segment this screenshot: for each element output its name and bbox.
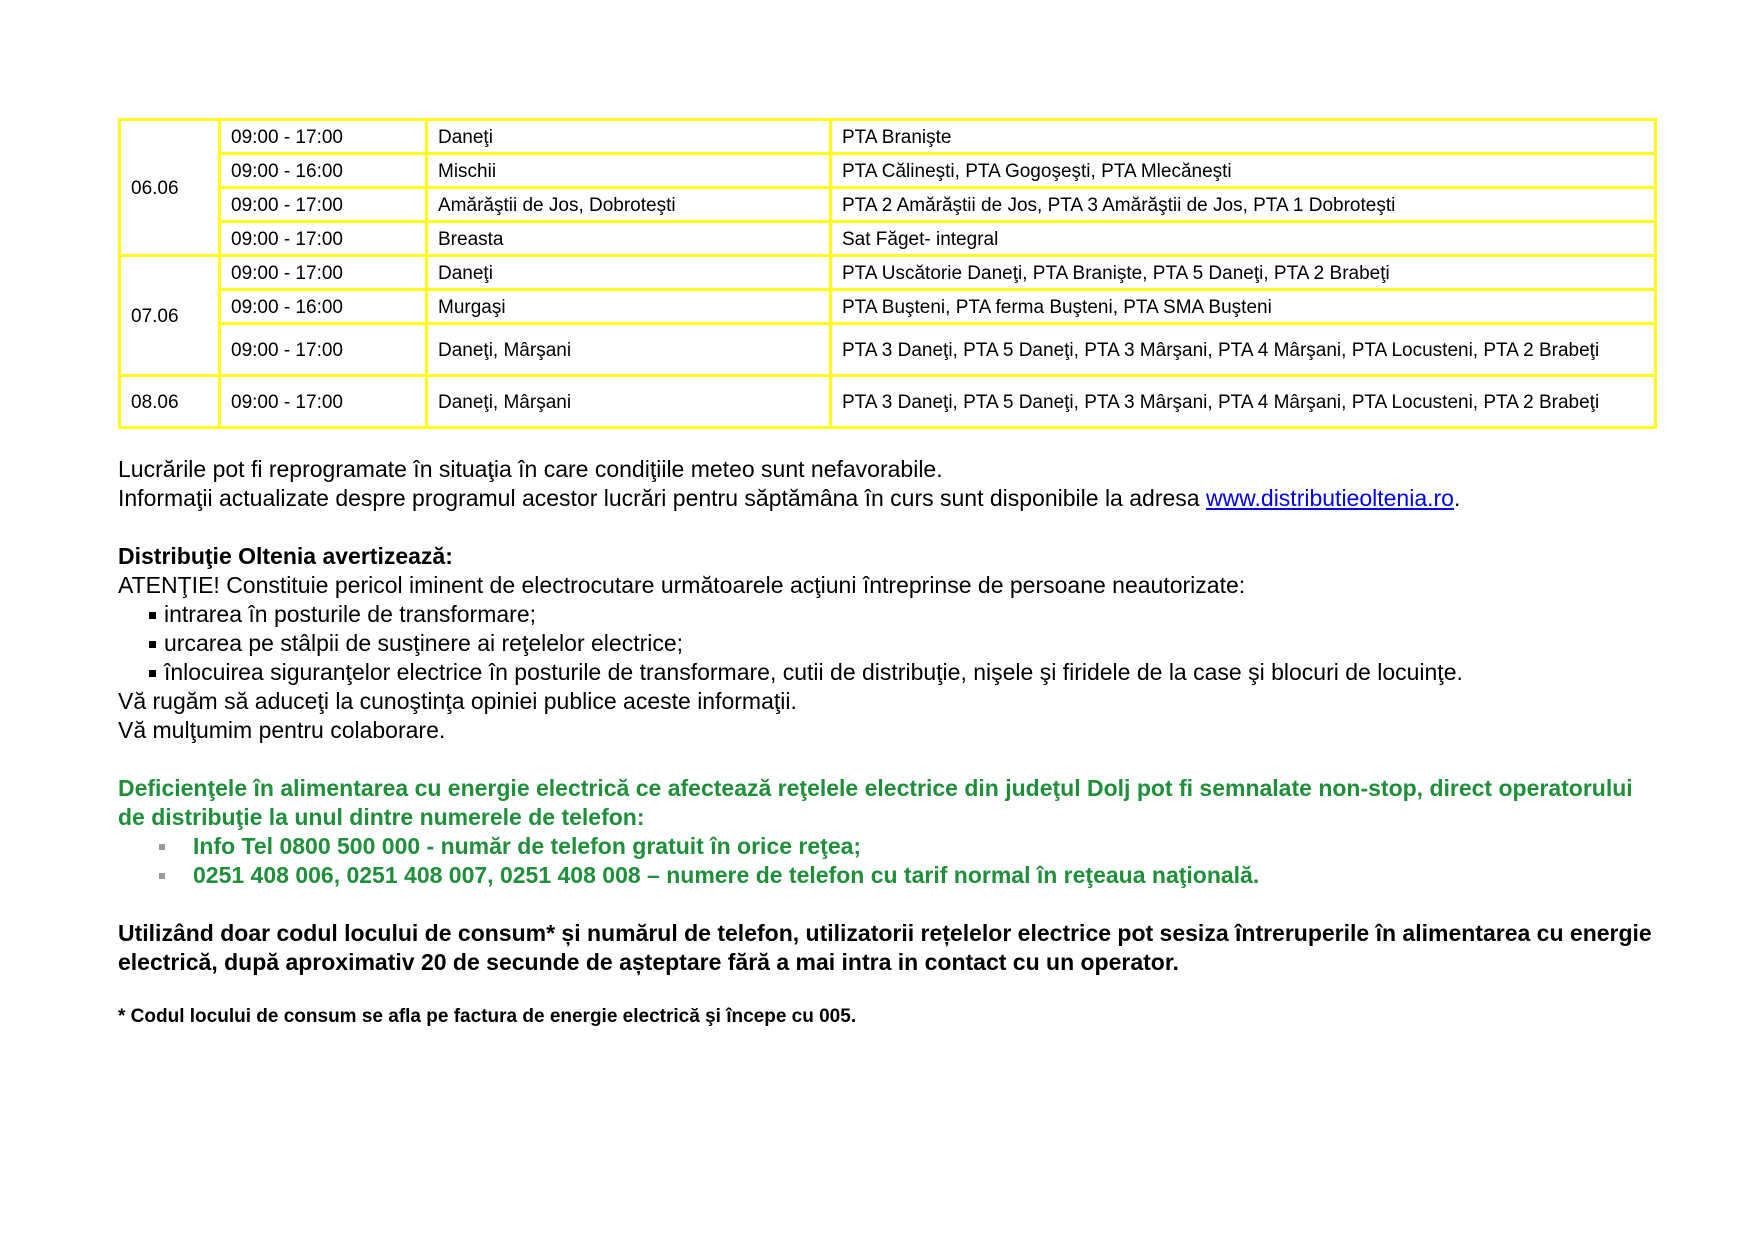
date-cell: 06.06 <box>120 120 220 256</box>
pta-cell: PTA Branişte <box>831 120 1656 154</box>
phone-list <box>118 832 1654 890</box>
locality-cell: Amărăştii de Jos, Dobroteşti <box>427 188 831 222</box>
table-row <box>120 324 1656 376</box>
pta-cell: PTA Buşteni, PTA ferma Buşteni, PTA SMA Buşteni <box>831 290 1656 324</box>
table-row <box>120 188 1656 222</box>
date-cell: 07.06 <box>120 256 220 376</box>
square-bullet-icon <box>149 670 156 677</box>
time-cell: 09:00 - 17:00 <box>220 324 427 376</box>
thanks-text: Vă mulţumim pentru colaborare. <box>118 717 446 743</box>
request-text: Vă rugăm să aduceţi la cunoştinţa opiniei publice aceste informaţii. <box>118 688 797 714</box>
schedule-body <box>120 120 1656 428</box>
square-bullet-icon <box>149 641 156 648</box>
warning-intro: ATENŢIE! Constituie pericol iminent de electrocutare următoarele acţiuni întreprinse de persoane neautorizate: <box>118 572 1246 598</box>
table-row <box>120 120 1656 154</box>
warning-heading: Distribuţie Oltenia avertizează: <box>118 543 453 569</box>
list-item: intrarea în posturile de transformare; <box>118 600 1654 629</box>
document-page <box>118 118 1654 1029</box>
reschedule-note: Lucrările pot fi reprogramate în situaţia în care condiţiile meteo sunt nefavorabile. <box>118 456 943 482</box>
info-note-end: . <box>1453 485 1461 511</box>
warning-section <box>118 542 1654 745</box>
self-report-text: Utilizând doar codul locului de consum* și numărul de telefon, utilizatorii rețelelor electrice pot sesiza întreruperile în alimentarea cu energie electrică, după aproximativ 20 de secunde de așteptare fără a mai intra in contact cu un operator. <box>118 920 1652 975</box>
list-item: înlocuirea siguranţelor electrice în posturile de transformare, cutii de distribuţie, nişele şi firidele de la case şi blocuri de locuinţe. <box>118 658 1654 687</box>
outage-schedule-table <box>118 118 1657 429</box>
locality-cell: Daneţi, Mârşani <box>427 324 831 376</box>
footnote: * Codul locului de consum se afla pe factura de energie electrică şi începe cu 005. <box>118 1006 857 1027</box>
table-row <box>120 154 1656 188</box>
time-cell: 09:00 - 17:00 <box>220 120 427 154</box>
table-row <box>120 376 1656 428</box>
contact-intro: Deficienţele în alimentarea cu energie electrică ce afectează reţelele electrice din judeţul Dolj pot fi semnalate non-stop, direct operatorului de distribuţie la unul dintre numerele de telefon: <box>118 775 1633 830</box>
pta-cell: PTA 3 Daneţi, PTA 5 Daneţi, PTA 3 Mârşani, PTA 4 Mârşani, PTA Locusteni, PTA 2 Brabeţi <box>831 376 1656 428</box>
pta-cell: Sat Făget- integral <box>831 222 1656 256</box>
contact-section <box>118 774 1654 890</box>
square-bullet-icon <box>159 873 165 879</box>
time-cell: 09:00 - 17:00 <box>220 256 427 290</box>
table-row <box>120 290 1656 324</box>
locality-cell: Mischii <box>427 154 831 188</box>
pta-cell: PTA Uscătorie Daneţi, PTA Branişte, PTA 5 Daneţi, PTA 2 Brabeţi <box>831 256 1656 290</box>
locality-cell: Murgaşi <box>427 290 831 324</box>
list-item: urcarea pe stâlpii de susţinere ai reţelelor electrice; <box>118 629 1654 658</box>
locality-cell: Daneţi, Mârşani <box>427 376 831 428</box>
time-cell: 09:00 - 16:00 <box>220 290 427 324</box>
table-row <box>120 222 1656 256</box>
locality-cell: Breasta <box>427 222 831 256</box>
locality-cell: Daneţi <box>427 120 831 154</box>
time-cell: 09:00 - 16:00 <box>220 154 427 188</box>
info-note-text: Informaţii actualizate despre programul acestor lucrări pentru săptămâna în curs sunt disponibile la adresa <box>118 485 1206 511</box>
time-cell: 09:00 - 17:00 <box>220 188 427 222</box>
website-link[interactable]: www.distributieoltenia.ro <box>1205 485 1454 511</box>
date-cell: 08.06 <box>120 376 220 428</box>
square-bullet-icon <box>159 844 165 850</box>
list-item: 0251 408 006, 0251 408 007, 0251 408 008 – numere de telefon cu tarif normal în reţeaua naţională. <box>118 861 1654 890</box>
pta-cell: PTA 3 Daneţi, PTA 5 Daneţi, PTA 3 Mârşani, PTA 4 Mârşani, PTA Locusteni, PTA 2 Brabeţi <box>831 324 1656 376</box>
table-row <box>120 256 1656 290</box>
locality-cell: Daneţi <box>427 256 831 290</box>
time-cell: 09:00 - 17:00 <box>220 222 427 256</box>
pta-cell: PTA Călineşti, PTA Gogoşeşti, PTA Mlecăneşti <box>831 154 1656 188</box>
warning-list <box>118 600 1654 687</box>
square-bullet-icon <box>149 612 156 619</box>
info-note <box>118 484 1654 513</box>
pta-cell: PTA 2 Amărăştii de Jos, PTA 3 Amărăştii de Jos, PTA 1 Dobroteşti <box>831 188 1656 222</box>
list-item: Info Tel 0800 500 000 - număr de telefon gratuit în orice reţea; <box>118 832 1654 861</box>
reschedule-notes <box>118 455 1654 513</box>
time-cell: 09:00 - 17:00 <box>220 376 427 428</box>
